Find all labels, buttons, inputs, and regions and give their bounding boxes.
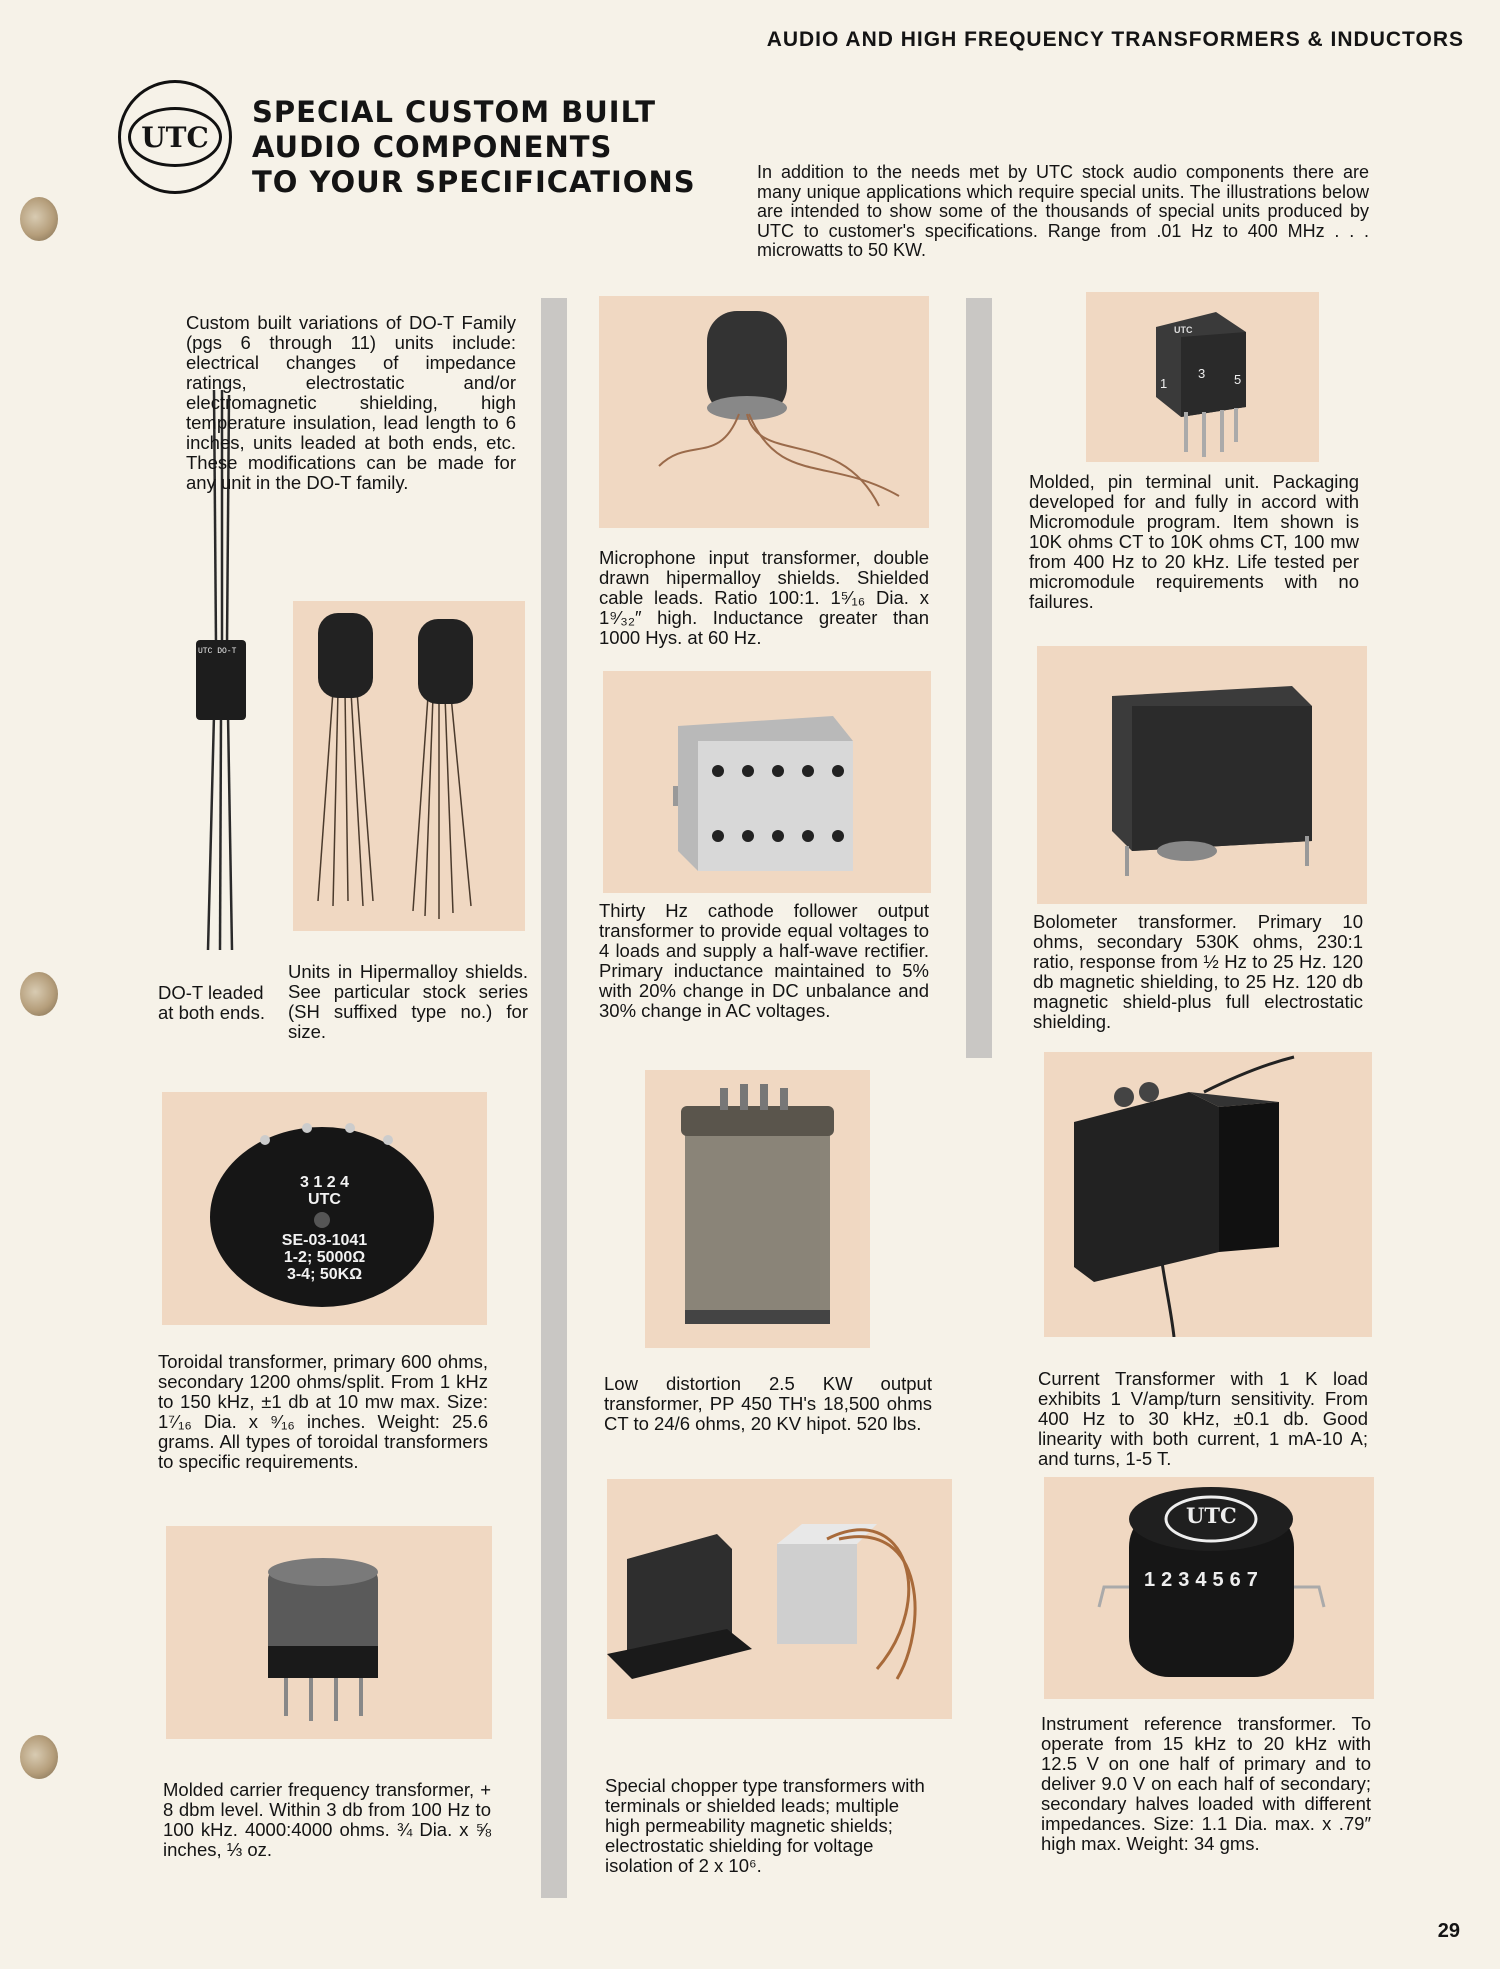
microphone-caption: Microphone input transformer, double drawn hipermalloy shields. Shielded cable leads. Ratio 100:1. 1⁵⁄₁₆ Dia. x 1⁹⁄₃₂″ high. Inductance greater than 1000 Hys. at 60 Hz.: [599, 547, 929, 648]
molded-pin-caption: Molded, pin terminal unit. Packaging developed for and fully in accord with Micromodule program. Item shown is 10K ohms CT to 10K ohms CT, 100 mw from 400 Hz to 20 kHz. Life tested per micromodule requirements with no failures.: [1029, 471, 1359, 612]
bolometer-caption: Bolometer transformer. Primary 10 ohms, secondary 530K ohms, 230:1 ratio, response from ½ Hz to 25 Hz. 120 db magnetic shielding, to 25 Hz. 120 db magnetic shield-plus full electrostatic shielding.: [1033, 911, 1363, 1032]
toroidal-rating-2: 3-4; 50KΩ: [286, 1266, 363, 1283]
instrument-terminal-numbers: [1144, 1569, 1258, 1592]
column-divider: [966, 298, 992, 1058]
utc-logo: [118, 80, 232, 194]
dot-leaded-caption: DO-T leaded at both ends.: [158, 982, 265, 1023]
dot-family-caption-wrap: [186, 312, 516, 493]
instrument-reference-photo: [1044, 1477, 1374, 1699]
chopper-caption: Special chopper type transformers with terminals or shielded leads; multiple high permeability magnetic shields; electrostatic shielding for voltage isolation of 2 x 10⁶.: [605, 1775, 925, 1876]
intro-paragraph: In addition to the needs met by UTC stock audio components there are many unique applications which require special units. The illustrations below are intended to show some of the thousands of special units produced by UTC to customer's specifications. Range from .01 Hz to 400 MHz . . . microwatts to 50 KW.: [757, 162, 1369, 260]
molded-pin-pin-1: 1: [1160, 376, 1168, 391]
toroidal-photo: [162, 1092, 487, 1325]
binder-hole: [20, 1735, 58, 1779]
instrument-terminal-digit: 1: [1144, 1569, 1156, 1591]
current-transformer-photo: [1044, 1052, 1372, 1337]
molded-pin-pin-3: 3: [1198, 366, 1206, 381]
hipermalloy-photo: [293, 601, 525, 931]
dot-family-caption: Custom built variations of DO-T Family (pgs 6 through 11) units include: electrical changes of impedance ratings, electrostatic and/or electromagnetic shielding, high temperature insulation, lead length to 6 inches, units leaded at both ends, etc. These modifications can be made for any unit in the DO-T family.: [186, 312, 516, 493]
instrument-terminal-digit: 7: [1246, 1569, 1258, 1591]
instrument-brand: UTC: [1186, 1503, 1237, 1528]
molded-pin-photo: [1086, 292, 1319, 462]
chopper-photo: [607, 1479, 952, 1719]
thirty-hz-photo: [603, 671, 931, 893]
molded-carrier-photo: [166, 1526, 492, 1739]
toroidal-rating-1: 1-2; 5000Ω: [283, 1249, 366, 1266]
title-line: SPECIAL CUSTOM BUILT: [252, 95, 657, 129]
toroidal-markings: [162, 1174, 487, 1283]
dot-unit-label: UTC DO-T: [198, 647, 237, 656]
bolometer-photo: [1037, 646, 1367, 904]
toroidal-terminal-numbers: 3 1 2 4: [300, 1174, 349, 1191]
page-number: 29: [1437, 1920, 1460, 1942]
molded-pin-pin-5: 5: [1234, 372, 1242, 387]
title-line: TO YOUR SPECIFICATIONS: [252, 165, 696, 199]
toroidal-part-number: SE-03-1041: [281, 1232, 368, 1249]
binder-hole: [20, 197, 58, 241]
microphone-photo: [599, 296, 929, 528]
instrument-terminal-digit: 3: [1178, 1569, 1190, 1591]
low-distortion-photo: [645, 1070, 870, 1348]
toroidal-caption: Toroidal transformer, primary 600 ohms, secondary 1200 ohms/split. From 1 kHz to 150 kHz, ±1 db at 10 mw max. Size: 1⁷⁄₁₆ Dia. x ⁹⁄₁₆ inches. Weight: 25.6 grams. All types of toroidal transformers to specific requirements.: [158, 1351, 488, 1472]
thirty-hz-caption: Thirty Hz cathode follower output transformer to provide equal voltages to 4 loads and supply a half-wave rectifier. Primary inductance maintained to 5% with 20% change in DC unbalance and 30% change in AC voltages.: [599, 900, 929, 1021]
instrument-terminal-digit: 5: [1212, 1569, 1224, 1591]
page-title: [252, 95, 696, 200]
low-distortion-caption: Low distortion 2.5 KW output transformer, PP 450 TH's 18,500 ohms CT to 24/6 ohms, 20 KV hipot. 520 lbs.: [604, 1373, 932, 1434]
utc-logo-text: UTC: [128, 107, 222, 167]
running-header: AUDIO AND HIGH FREQUENCY TRANSFORMERS & INDUCTORS: [766, 28, 1464, 51]
instrument-terminal-digit: 6: [1229, 1569, 1241, 1591]
instrument-terminal-digit: 2: [1161, 1569, 1173, 1591]
molded-pin-brand: UTC: [1174, 325, 1193, 335]
column-divider: [541, 298, 567, 1898]
instrument-reference-caption: Instrument reference transformer. To operate from 15 kHz to 20 kHz with 12.5 V on one half of primary and to deliver 9.0 V on each half of secondary; secondary halves loaded with different impedances. Size: 1.1 Dia. max. x .79″ high max. Weight: 34 gms.: [1041, 1713, 1371, 1854]
title-line: AUDIO COMPONENTS: [252, 130, 613, 164]
instrument-terminal-digit: 4: [1195, 1569, 1207, 1591]
hipermalloy-caption: Units in Hipermalloy shields. See particular stock series (SH suffixed type no.) for size.: [288, 961, 528, 1042]
current-transformer-caption: Current Transformer with 1 K load exhibits 1 V/amp/turn sensitivity. From 400 Hz to 30 kHz, ±0.1 db. Good linearity with both current, 1 mA-10 A; and turns, 1-5 T.: [1038, 1368, 1368, 1469]
toroidal-brand: UTC: [308, 1191, 341, 1208]
molded-carrier-caption: Molded carrier frequency transformer, + 8 dbm level. Within 3 db from 100 Hz to 100 kHz. 4000:4000 ohms. ¾ Dia. x ⅝ inches, ⅓ oz.: [163, 1779, 491, 1860]
binder-hole: [20, 972, 58, 1016]
